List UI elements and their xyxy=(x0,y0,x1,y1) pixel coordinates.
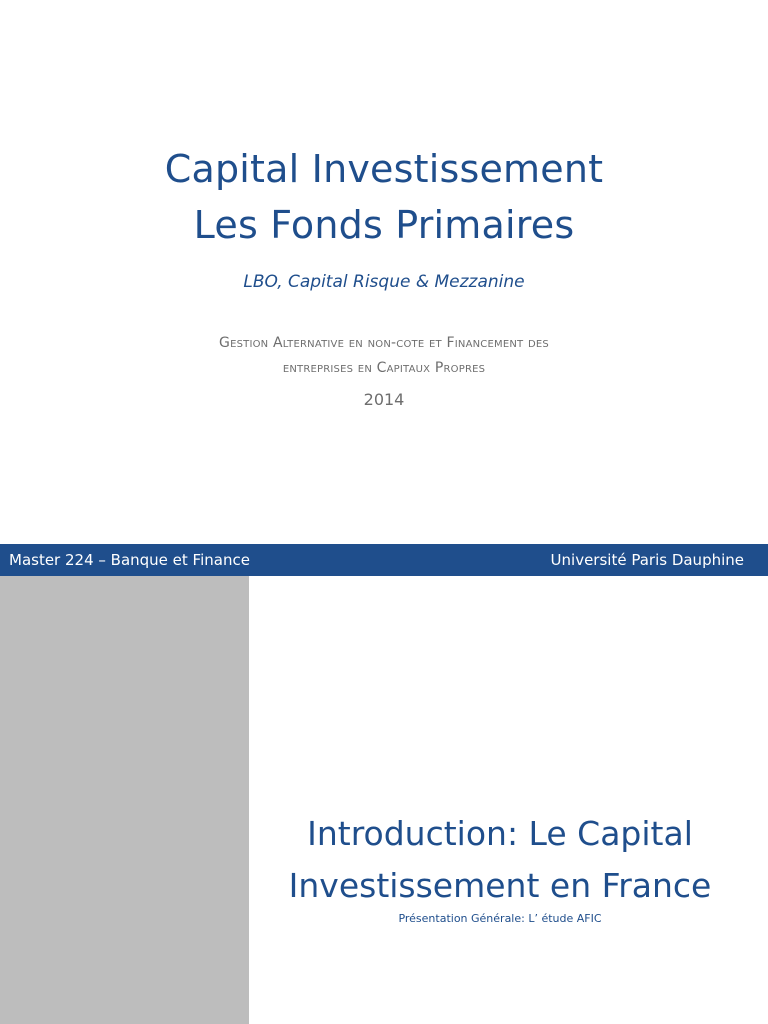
title-line-2: Les Fonds Primaires xyxy=(193,203,575,247)
program-line-1: Gestion Alternative en non-cote et Financement des xyxy=(219,335,549,351)
title-line-1: Capital Investissement xyxy=(164,147,604,191)
section-title-line-1: Introduction: Le Capital xyxy=(307,814,693,853)
year: 2014 xyxy=(363,390,405,409)
footer-bar xyxy=(0,544,768,576)
section-subtitle: Présentation Générale: L’ étude AFIC xyxy=(398,912,602,925)
section-slide xyxy=(0,576,768,1024)
section-title-line-2: Investissement en France xyxy=(288,866,712,905)
program-line-2: entreprises en Capitaux Propres xyxy=(282,360,486,376)
slide-subtitle: LBO, Capital Risque & Mezzanine xyxy=(243,272,525,292)
footer-university: Université Paris Dauphine xyxy=(550,551,744,569)
gray-side-panel xyxy=(0,576,249,1024)
footer-program: Master 224 – Banque et Finance xyxy=(9,551,250,569)
